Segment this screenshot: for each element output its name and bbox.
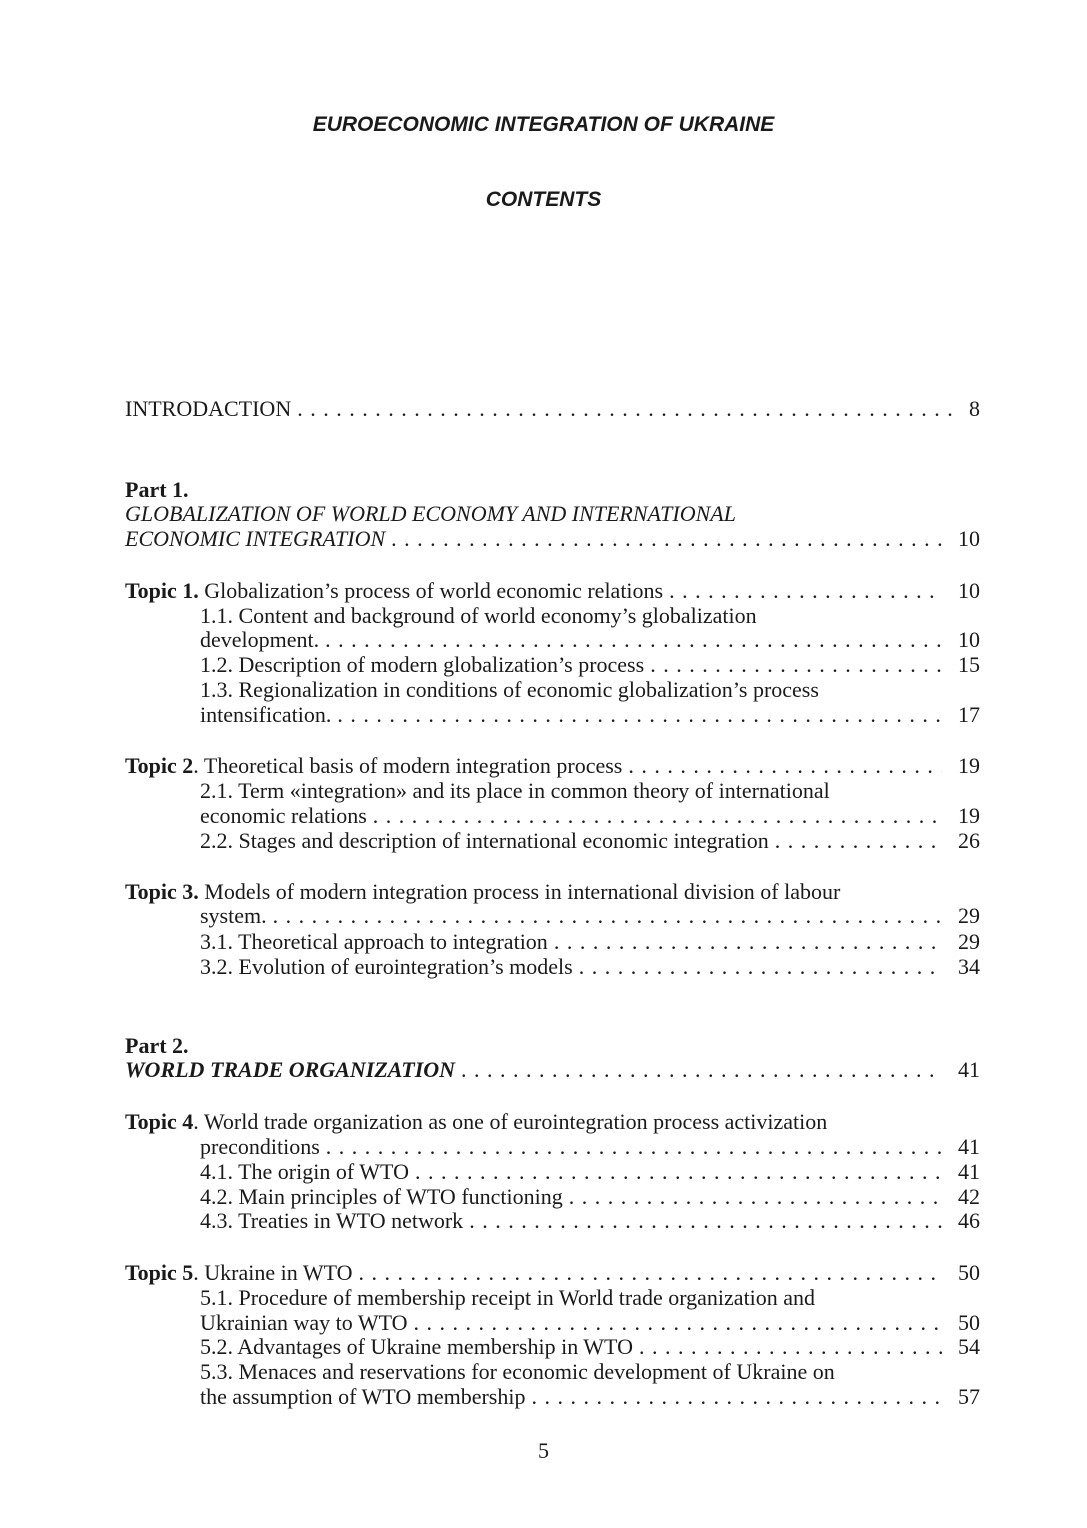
toc-entry-subtopic-4-3 <box>200 1208 980 1233</box>
toc-entry-subtopic-1-3 <box>200 702 980 727</box>
subtopic-5-3-line: 5.3. Menaces and reservations for economic development of Ukraine on <box>200 1359 835 1384</box>
topic-prefix: Topic 1. <box>125 578 199 603</box>
part-1-label: Part 1. <box>125 477 189 502</box>
toc-label: 5.2. Advantages of Ukraine membership in WTO <box>200 1334 633 1359</box>
toc-label: . Ukraine in WTO <box>193 1260 353 1285</box>
part-1-title: GLOBALIZATION OF WORLD ECONOMY AND INTERNATIONAL <box>125 501 736 526</box>
subtopic-2-1-line: 2.1. Term «integration» and its place in common theory of international <box>200 778 830 803</box>
dot-leader <box>359 1260 942 1285</box>
dot-leader <box>414 1310 942 1335</box>
toc-label: economic relations <box>200 803 367 828</box>
dot-leader <box>531 1384 942 1409</box>
toc-label: 1.2. Description of modern globalization’s process <box>200 652 645 677</box>
dot-leader <box>326 1134 942 1159</box>
toc-label: INTRODACTION <box>125 396 292 421</box>
toc-page: 50 <box>958 1310 980 1335</box>
toc-label: Models of modern integration process in international division of labour <box>198 879 841 904</box>
toc-label: Ukrainian way to WTO <box>200 1310 408 1335</box>
toc-entry-topic-3 <box>200 903 980 928</box>
toc-label: 3.2. Evolution of eurointegration’s models <box>200 954 573 979</box>
dot-leader <box>415 1159 942 1184</box>
toc-page: 50 <box>958 1260 980 1285</box>
dot-leader <box>639 1334 942 1359</box>
toc-page: 29 <box>958 929 980 954</box>
toc-label: 4.1. The origin of WTO <box>200 1159 409 1184</box>
topic-prefix: Topic 2 <box>125 753 194 778</box>
topic-prefix: Topic 5 <box>125 1260 194 1285</box>
toc-label: intensification. <box>200 702 332 727</box>
toc-entry-subtopic-3-1 <box>200 929 980 954</box>
toc-label: . World trade organization as one of eurointegration process activization <box>193 1109 828 1134</box>
book-title: EUROECONOMIC INTEGRATION OF UKRAINE <box>312 113 775 136</box>
toc-label: the assumption of WTO membership <box>200 1384 526 1409</box>
dot-leader <box>579 954 942 979</box>
toc-entry-subtopic-4-2 <box>200 1184 980 1209</box>
toc-label: 4.3. Treaties in WTO network <box>200 1208 464 1233</box>
toc-entry-topic-1 <box>125 578 980 603</box>
toc-page: 29 <box>958 903 980 928</box>
dot-leader <box>554 929 942 954</box>
toc-page: 26 <box>958 828 980 853</box>
dot-leader <box>273 903 942 928</box>
dot-leader <box>669 578 942 603</box>
topic-3-line <box>125 879 980 904</box>
toc-page: 17 <box>958 702 980 727</box>
toc-entry-part-1 <box>125 526 980 551</box>
toc-page: 41 <box>958 1159 980 1184</box>
dot-leader <box>469 1208 942 1233</box>
toc-page: 15 <box>958 652 980 677</box>
toc-label: . Theoretical basis of modern integration process <box>193 753 623 778</box>
toc-entry-subtopic-2-2 <box>200 828 980 853</box>
toc-page: 57 <box>958 1384 980 1409</box>
toc-label: system. <box>200 903 267 928</box>
toc-entry-subtopic-2-1 <box>200 803 980 828</box>
toc-label: ECONOMIC INTEGRATION <box>125 526 386 551</box>
dot-leader <box>391 526 942 551</box>
toc-page: 19 <box>958 803 980 828</box>
dot-leader <box>775 828 942 853</box>
toc-entry-topic-2 <box>125 753 980 778</box>
toc-entry-topic-5 <box>125 1260 980 1285</box>
toc-entry-introduction <box>125 396 980 421</box>
toc-entry-subtopic-5-2 <box>200 1334 980 1359</box>
subtopic-1-1-line: 1.1. Content and background of world economy’s globalization <box>200 603 757 628</box>
toc-page: 42 <box>958 1184 980 1209</box>
toc-page: 41 <box>958 1134 980 1159</box>
dot-leader <box>628 753 942 778</box>
part-2-label: Part 2. <box>125 1033 189 1058</box>
toc-entry-topic-4 <box>200 1134 980 1159</box>
toc-page: 54 <box>958 1334 980 1359</box>
subtopic-1-3-line: 1.3. Regionalization in conditions of economic globalization’s process <box>200 677 819 702</box>
toc-page: 41 <box>958 1057 980 1082</box>
dot-leader <box>569 1184 942 1209</box>
toc-entry-part-2 <box>125 1057 980 1082</box>
dot-leader <box>325 627 942 652</box>
toc-entry-subtopic-3-2 <box>200 954 980 979</box>
toc-label: Globalization’s process of world economic relations <box>198 578 664 603</box>
toc-label: 2.2. Stages and description of international economic integration <box>200 828 769 853</box>
toc-entry-subtopic-4-1 <box>200 1159 980 1184</box>
toc-label: WORLD TRADE ORGANIZATION <box>125 1057 456 1082</box>
toc-page: 34 <box>958 954 980 979</box>
toc-label: development. <box>200 627 320 652</box>
toc-label: 3.1. Theoretical approach to integration <box>200 929 548 954</box>
toc-page: 46 <box>958 1208 980 1233</box>
toc-entry-subtopic-5-3 <box>200 1384 980 1409</box>
toc-page: 10 <box>958 578 980 603</box>
toc-label: 4.2. Main principles of WTO functioning <box>200 1184 563 1209</box>
dot-leader <box>461 1057 942 1082</box>
toc-entry-subtopic-1-1 <box>200 627 980 652</box>
toc-entry-subtopic-1-2 <box>200 652 980 677</box>
page-number: 5 <box>538 1438 549 1463</box>
dot-leader <box>373 803 942 828</box>
dot-leader <box>650 652 942 677</box>
toc-page: 8 <box>969 396 980 421</box>
subtopic-5-1-line: 5.1. Procedure of membership receipt in World trade organization and <box>200 1285 816 1310</box>
topic-prefix: Topic 3. <box>125 879 199 904</box>
contents-heading: CONTENTS <box>485 188 602 211</box>
toc-entry-subtopic-5-1 <box>200 1310 980 1335</box>
toc-label: preconditions <box>200 1134 320 1159</box>
topic-prefix: Topic 4 <box>125 1109 194 1134</box>
toc-page: 19 <box>958 753 980 778</box>
dot-leader <box>337 702 942 727</box>
topic-4-line <box>125 1109 980 1134</box>
dot-leader <box>297 396 952 421</box>
toc-page: 10 <box>958 526 980 551</box>
toc-page: 10 <box>958 627 980 652</box>
